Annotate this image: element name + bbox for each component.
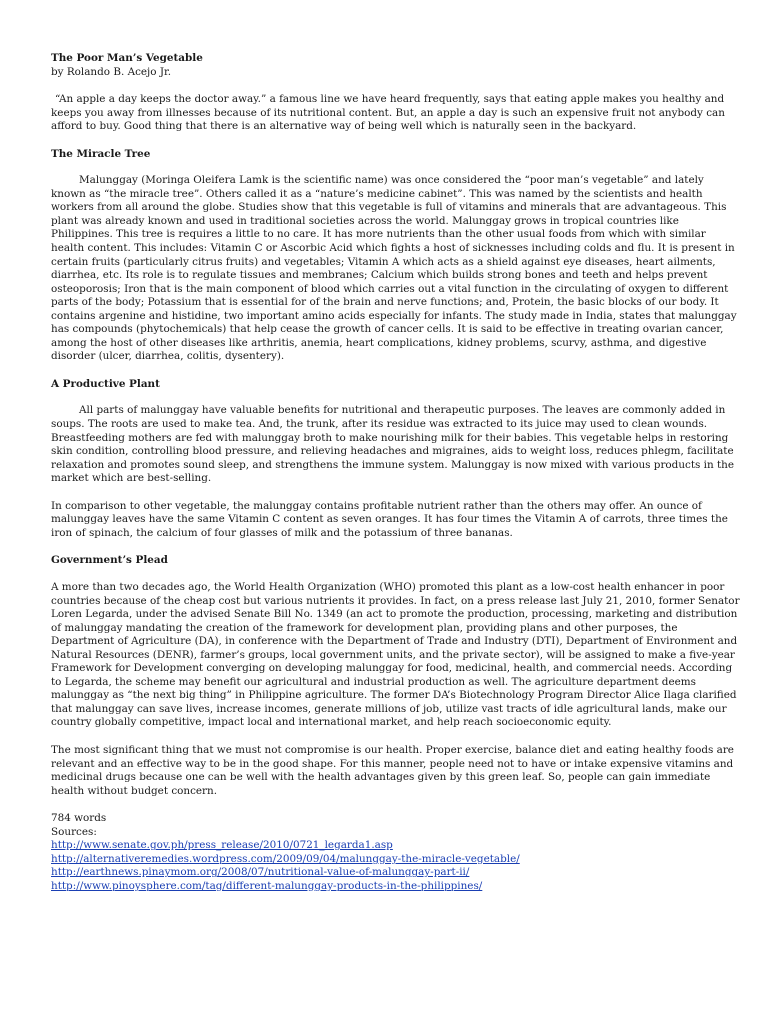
source-link-4[interactable]: http://www.pinoysphere.com/tag/different-malunggay-products-in-the-philippines/ [51, 879, 483, 892]
article-title: The Poor Man’s Vegetable [51, 52, 203, 64]
paragraph-productive-plant-2: In comparison to other vegetable, the malunggay contains profitable nutrient rather than the others may offer. An ounce of malunggay leaves have the same Vitamin C content as seven oranges. It has four times the Vitamin A of carrots, three times the iron of spinach, the calcium of four glasses of milk and the potassium of three bananas. [51, 499, 728, 539]
paragraph-miracle-tree: Malunggay (Moringa Oleifera Lamk is the scientific name) was once considered the “poor man’s vegetable” and lately known as “the miracle tree”. Others called it as a “nature’s medicine cabinet”. This was named by the scientists and health workers from all around the globe. Studies show that this vegetable is full of vitamins and minerals that are advantageous. This plant was already known and used in traditional societies across the world. Malunggay grows in tropical countries like Philippines. This tree is requires a little to no care. It has more nutrients than the other usual foods from which with similar health content. This includes: Vitamin C or Ascorbic Acid which fights a host of sicknesses including colds and flu. It is present in certain fruits (particularly citrus fruits) and vegetables; Vitamin A which acts as a shield against eye diseases, heart ailments, diarrhea, etc. Its role is to regulate tissues and membranes; Calcium which builds strong bones and teeth and helps prevent osteoporosis; Iron that is the main component of blood which carries out a vital function in the circulating of oxygen to different parts of the body; Potassium that is essential for of the brain and nerve functions; and, Protein, the basic blocks of our body. It contains argenine and histidine, two important amino acids especially for infants. The study made in India, states that malunggay has compounds (phytochemicals) that help cease the growth of cancer cells. It is said to be effective in treating ovarian cancer, among the host of other diseases like arthritis, anemia, heart complications, kidney problems, scurvy, asthma, and digestive disorder (ulcer, diarrhea, colitis, dysentery). [51, 174, 737, 363]
document-page [51, 52, 741, 893]
section-heading-governments-plead: Government’s Plead [51, 554, 168, 567]
section-heading-miracle-tree: The Miracle Tree [51, 147, 151, 160]
paragraph-governments-plead-1: A more than two decades ago, the World Health Organization (WHO) promoted this plant as a low-cost health enhancer in poor countries because of the cheap cost but various nutrients it provides. In fact, on a press release last July 21, 2010, former Senator Loren Legarda, under the advised Senate Bill No. 1349 (an act to promote the production, processing, marketing and distribution of malunggay mandating the creation of the framework for development plan, providing plans and other purposes, the Department of Agriculture (DA), in conference with the Department of Trade and Industry (DTI), Department of Environment and Natural Resources (DENR), farmer’s groups, local government units, and the private sector), will be assigned to make a five-year Framework for Development converging on developing malunggay for food, medicinal, health, and commercial needs. According to Legarda, the scheme may benefit our agricultural and industrial production as well. The agriculture department deems malunggay as “the next big thing” in Philippine agriculture. The former DA’s Biotechnology Program Director Alice Ilaga clarified that malunggay can save lives, increase incomes, generate millions of job, utilize vast tracts of idle agricultural lands, make our country globally competitive, impact local and international market, and help reach socioeconomic equity. [51, 580, 740, 729]
intro-paragraph: “An apple a day keeps the doctor away.” a famous line we have heard frequently, says that eating apple makes you healthy and keeps you away from illnesses because of its nutritional content. But, an apple a day is such an expensive fruit not anybody can afford to buy. Good thing that there is an alternative way of being well which is naturally seen in the backyard. [51, 93, 725, 133]
source-link-1[interactable]: http://www.senate.gov.ph/press_release/2010/0721_legarda1.asp [51, 839, 393, 852]
source-link-2[interactable]: http://alternativeremedies.wordpress.com/2009/09/04/malunggay-the-miracle-vegetable/ [51, 852, 520, 865]
article-byline: by Rolando B. Acejo Jr. [51, 65, 172, 78]
paragraph-productive-plant-1: All parts of malunggay have valuable benefits for nutritional and therapeutic purposes. The leaves are commonly added in soups. The roots are used to make tea. And, the trunk, after its residue was extracted to its juice may used to clean wounds. Breastfeeding mothers are fed with malunggay broth to make nourishing milk for their babies. This vegetable helps in restoring skin condition, controlling blood pressure, and relieving headaches and migraines, aids to weight loss, reduces phlegm, facilitate relaxation and promotes sound sleep, and strengthens the immune system. Malunggay is now mixed with various products in the market which are best-selling. [51, 404, 734, 485]
paragraph-governments-plead-2: The most significant thing that we must not compromise is our health. Proper exercise, balance diet and eating healthy foods are relevant and an effective way to be in the good shape. For this manner, people need not to have or intake expensive vitamins and medicinal drugs because one can be well with the health advantages given by this green leaf. So, people can gain immediate health without budget concern. [51, 743, 734, 797]
sources-label: Sources: [51, 825, 97, 838]
word-count: 784 words [51, 812, 107, 825]
source-link-3[interactable]: http://earthnews.pinaymom.org/2008/07/nutritional-value-of-malunggay-part-ii/ [51, 866, 470, 879]
sources-block [51, 812, 741, 893]
section-heading-productive-plant: A Productive Plant [51, 377, 160, 390]
